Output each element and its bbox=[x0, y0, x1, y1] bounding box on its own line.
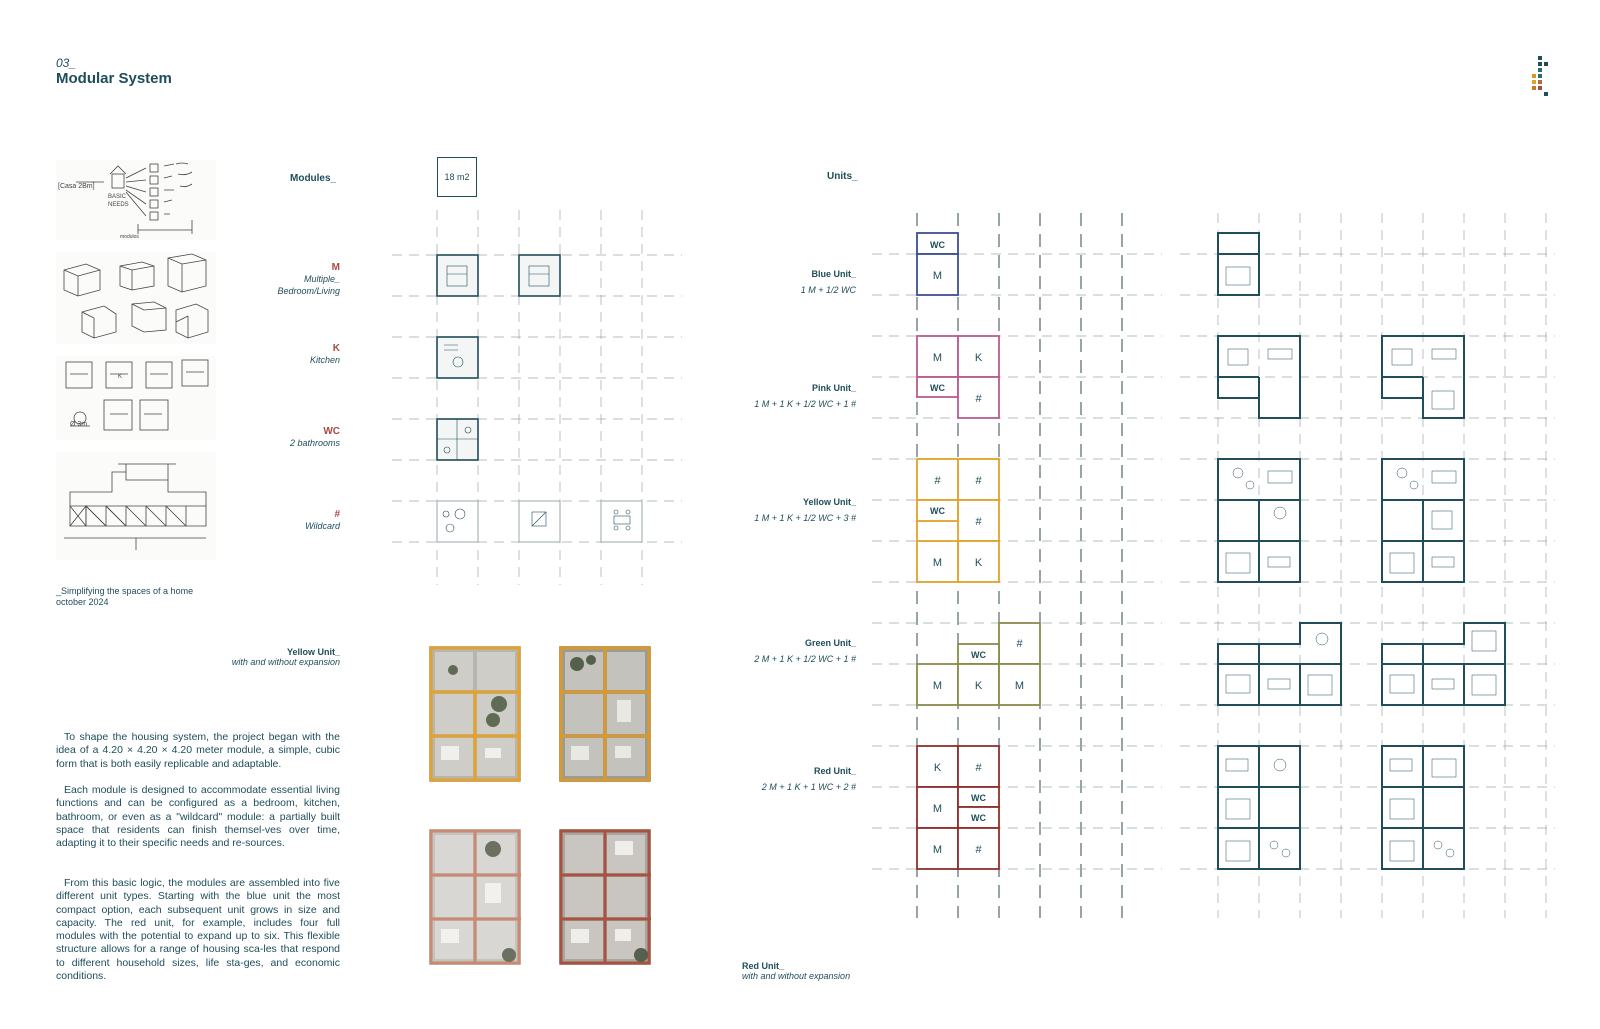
green-unit-diagram bbox=[917, 623, 1040, 705]
unit-cell-label: # bbox=[1016, 638, 1023, 650]
body-paragraph-1: To shape the housing system, the project began with the idea of a 4.20 × 4.20 × 4.20 meter module, a simple, cubic form that is both easily replicable and adaptable. bbox=[56, 731, 340, 770]
red-unit-render-compact bbox=[429, 829, 521, 965]
module-desc: Kitchen bbox=[309, 355, 340, 365]
unit-name: Red Unit_ bbox=[813, 766, 856, 776]
unit-name: Yellow Unit_ bbox=[802, 497, 856, 507]
units-heading: Units_ bbox=[827, 171, 858, 182]
unit-cell-label: M bbox=[1014, 680, 1025, 692]
unit-cell-label: M bbox=[932, 557, 943, 569]
sketch-caption-line1: _Simplifying the spaces of a home bbox=[56, 586, 194, 596]
svg-text:Ø 3m: Ø 3m bbox=[70, 421, 88, 428]
pink-unit-diagram bbox=[917, 336, 999, 418]
svg-text:NEEDS: NEEDS bbox=[108, 202, 129, 208]
modules-heading: Modules_ bbox=[290, 173, 337, 184]
unit-cell-label: K bbox=[974, 680, 983, 692]
yellow-render-label bbox=[200, 647, 340, 667]
unit-label-yellow bbox=[700, 497, 856, 523]
module-code: M bbox=[331, 262, 340, 273]
sketch-elevation bbox=[56, 452, 216, 560]
module-label-m bbox=[230, 262, 340, 297]
render-subtitle: with and without expansion bbox=[742, 971, 851, 981]
unit-cell-label: # bbox=[975, 844, 982, 856]
unit-cell-label: K bbox=[974, 352, 983, 364]
sketch-module-plans bbox=[56, 356, 216, 440]
module-label-wc bbox=[230, 426, 340, 449]
module-desc: 2 bathrooms bbox=[289, 438, 340, 448]
module-desc: Bedroom/Living bbox=[277, 286, 340, 296]
unit-cell-label: M bbox=[932, 352, 943, 364]
unit-name: Pink Unit_ bbox=[811, 383, 856, 393]
unit-label-blue bbox=[700, 269, 856, 295]
unit-cell-label: K bbox=[933, 762, 942, 774]
render-name: Yellow Unit_ bbox=[286, 647, 340, 657]
sketch-caption-line2: october 2024 bbox=[56, 597, 109, 607]
unit-cell-label: M bbox=[932, 680, 943, 692]
module-code: # bbox=[334, 509, 340, 520]
render-name: Red Unit_ bbox=[742, 961, 785, 971]
body-paragraph-3: From this basic logic, the modules are assembled into five different unit types. Starting with the blue unit the most compact option, each subsequent unit grows in size and capacity. The red unit, for example, includes four full modules with the potential to expand up to six. This flexible structure allows for a range of housing sca-les that respond to different household sizes, life sta-ges, and economic conditions. bbox=[56, 877, 340, 983]
unit-cell-label: M bbox=[932, 803, 943, 815]
unit-cell-label: WC bbox=[971, 793, 986, 803]
module-code: WC bbox=[323, 426, 340, 437]
module-area-box: 18 m2 bbox=[437, 157, 477, 197]
sketch-basic-needs bbox=[56, 160, 216, 240]
red-unit-diagram bbox=[917, 746, 999, 869]
unit-cell-label: # bbox=[934, 475, 941, 487]
unit-cell-label: K bbox=[974, 557, 983, 569]
module-desc: Wildcard bbox=[305, 521, 340, 531]
body-paragraph-2: Each module is designed to accommodate essential living functions and can be configured as a bedroom, kitchen, bathroom, or even as a "wildcard" module: a partially built space that residents can finish themsel-ves over time, adapting it to their specific needs and re-sources. bbox=[56, 784, 340, 850]
unit-formula: 1 M + 1 K + 1/2 WC + 1 # bbox=[754, 399, 856, 409]
unit-cell-label: # bbox=[975, 516, 982, 528]
red-render-label bbox=[742, 961, 850, 981]
unit-formula: 1 M + 1/2 WC bbox=[800, 285, 856, 295]
module-label-wildcard bbox=[230, 509, 340, 532]
units-diagram bbox=[872, 213, 1172, 918]
unit-cell-label: M bbox=[932, 270, 943, 282]
modules-grid-diagram bbox=[392, 210, 692, 590]
red-unit-render-expanded bbox=[559, 829, 651, 965]
yellow-unit-render-expanded bbox=[559, 646, 651, 782]
module-code: K bbox=[332, 343, 340, 354]
unit-cell-label: # bbox=[975, 762, 982, 774]
svg-text:[Casa 2Bm]: [Casa 2Bm] bbox=[58, 183, 95, 190]
unit-cell-label: WC bbox=[930, 240, 945, 250]
svg-text:BASIC: BASIC bbox=[108, 194, 127, 200]
module-desc: Multiple_ bbox=[303, 274, 340, 284]
module-label-k bbox=[230, 343, 340, 366]
unit-cell-label: # bbox=[975, 393, 982, 405]
logo-icon bbox=[1528, 56, 1552, 104]
unit-label-red bbox=[700, 766, 856, 792]
section-number: 03_ bbox=[56, 56, 77, 70]
unit-cell-label: M bbox=[932, 844, 943, 856]
unit-name: Green Unit_ bbox=[804, 638, 856, 648]
unit-label-pink bbox=[700, 383, 856, 409]
unit-cell-label: WC bbox=[930, 506, 945, 516]
unit-formula: 1 M + 1 K + 1/2 WC + 3 # bbox=[754, 513, 856, 523]
svg-text:modulos: modulos bbox=[120, 234, 139, 240]
render-subtitle: with and without expansion bbox=[231, 657, 340, 667]
yellow-unit-diagram bbox=[917, 459, 999, 582]
unit-label-green bbox=[700, 638, 856, 664]
sketch-caption bbox=[56, 586, 193, 608]
unit-formula: 2 M + 1 K + 1/2 WC + 1 # bbox=[754, 654, 856, 664]
svg-text:K: K bbox=[118, 374, 123, 380]
unit-formula: 2 M + 1 K + 1 WC + 2 # bbox=[761, 782, 856, 792]
sketch-volumes bbox=[56, 252, 216, 344]
unit-cell-label: WC bbox=[930, 383, 945, 393]
unit-floor-plans bbox=[1180, 213, 1560, 918]
yellow-unit-render-compact bbox=[429, 646, 521, 782]
unit-cell-label: WC bbox=[971, 650, 986, 660]
unit-cell-label: WC bbox=[971, 813, 986, 823]
page-title: Modular System bbox=[56, 70, 172, 87]
unit-name: Blue Unit_ bbox=[811, 269, 856, 279]
unit-cell-label: # bbox=[975, 475, 982, 487]
